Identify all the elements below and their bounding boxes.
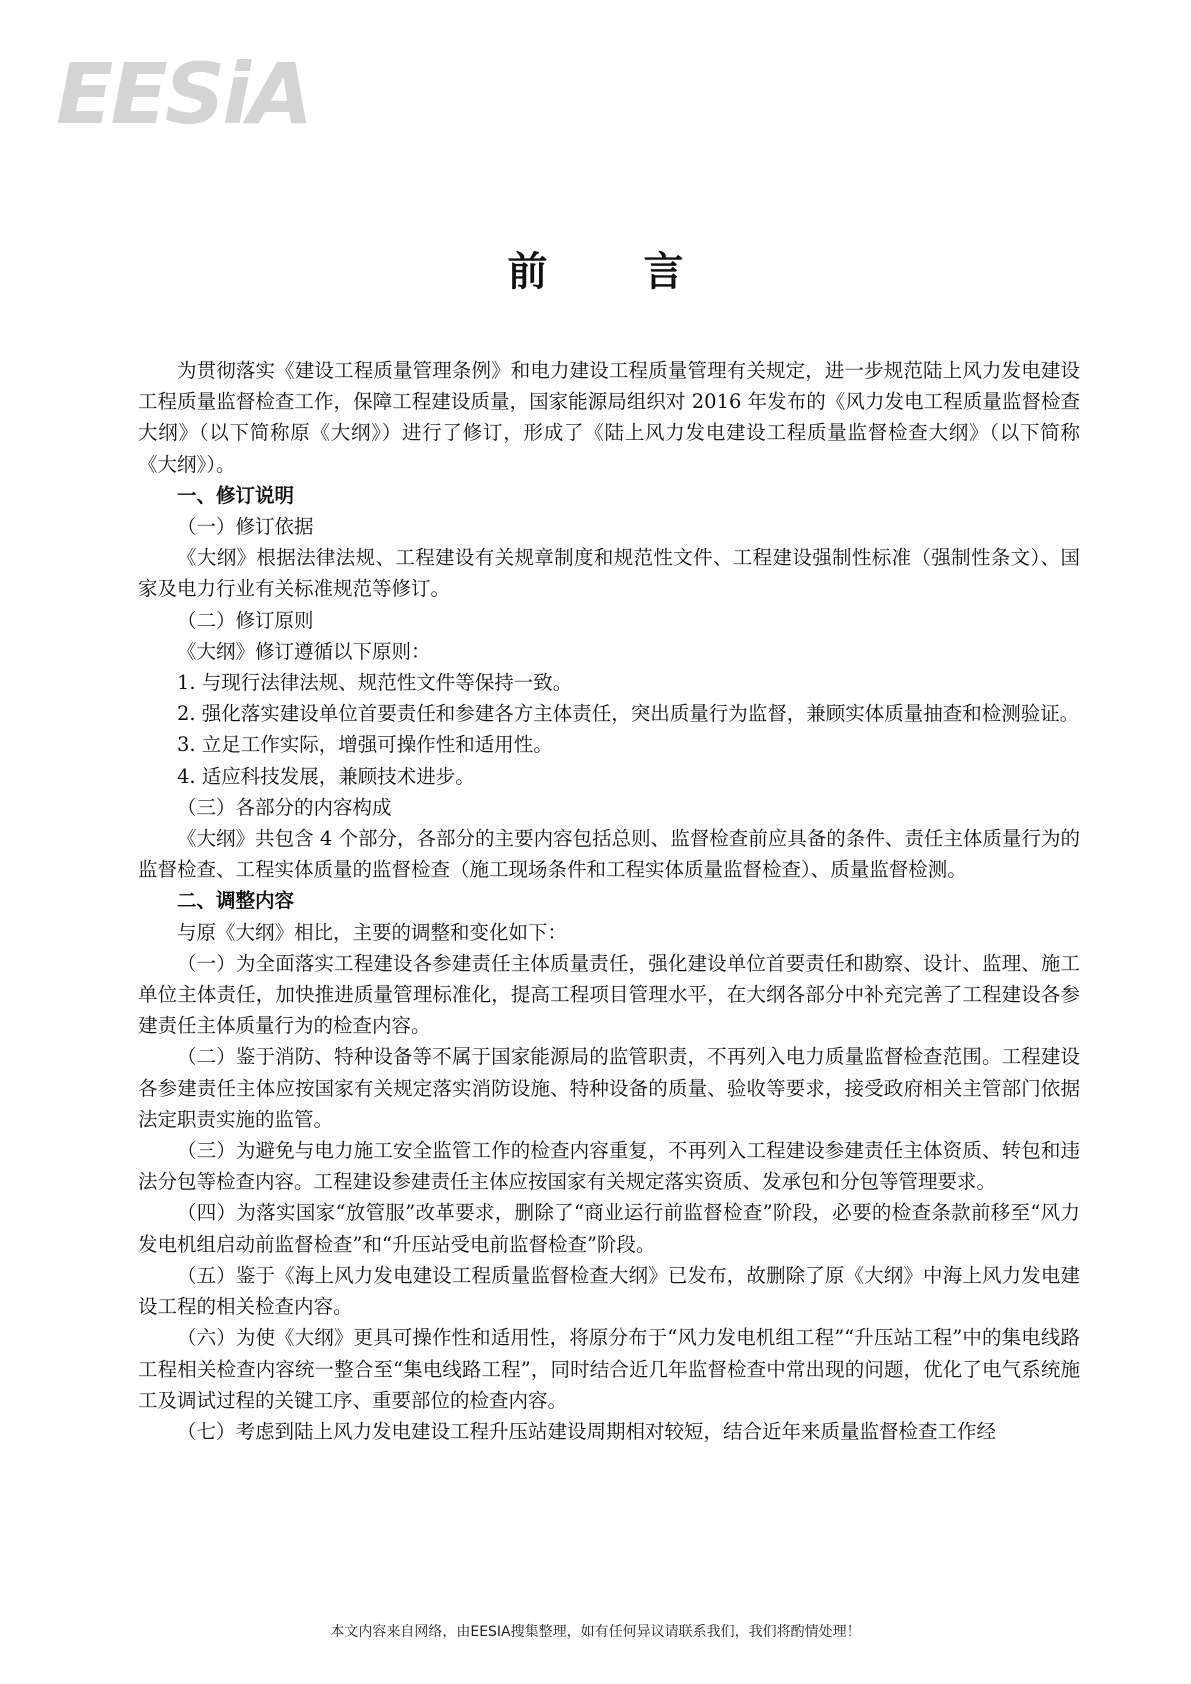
page-title: 前言 <box>507 248 780 295</box>
adjustment-item-7: （七）考虑到陆上风力发电建设工程升压站建设周期相对较短，结合近年来质量监督检查工作经 <box>177 1419 997 1443</box>
eesia-logo: EESiA <box>56 45 311 143</box>
adjustment-item-5: （五）鉴于《海上风力发电建设工程质量监督检查大纲》已发布，故删除了原《大纲》中海上风力发电建设工程的相关检查内容。 <box>138 1263 1080 1319</box>
subheading-content-structure: （三）各部分的内容构成 <box>177 795 392 819</box>
footer-disclaimer: 本文内容来自网络，由EESIA搜集整理，如有任何异议请联系我们，我们将酌情处理！ <box>330 1624 861 1640</box>
paragraph-adjustments-intro: 与原《大纲》相比，主要的调整和变化如下： <box>177 920 568 944</box>
paragraph-intro: 为贯彻落实《建设工程质量管理条例》和电力建设工程质量管理有关规定，进一步规范陆上风力发电建设工程质量监督检查工作，保障工程建设质量，国家能源局组织对 2016 年发布的《风力发电工程质量监督检查大纲》（以下简称原《大纲》）进行了修订，形成了《陆上风力发电建设工程质量监督检查大纲》（以下简称《大纲》）。 <box>138 359 1080 476</box>
document-body <box>138 355 1080 1447</box>
principle-item-2: 2. 强化落实建设单位首要责任和参建各方主体责任，突出质量行为监督，兼顾实体质量抽查和检测验证。 <box>177 702 1080 726</box>
adjustment-item-4: （四）为落实国家“放管服”改革要求，删除了“商业运行前监督检查”阶段，必要的检查条款前移至“风力发电机组启动前监督检查”和“升压站受电前监督检查”阶段。 <box>138 1201 1080 1256</box>
heading-revision-notes: 一、修订说明 <box>177 483 295 507</box>
heading-adjustments: 二、调整内容 <box>177 889 295 913</box>
principle-item-1: 1. 与现行法律法规、规范性文件等保持一致。 <box>177 671 573 695</box>
principle-item-4: 4. 适应科技发展，兼顾技术进步。 <box>177 764 475 788</box>
adjustment-item-2: （二）鉴于消防、特种设备等不属于国家能源局的监管职责，不再列入电力质量监督检查范围。工程建设各参建责任主体应按国家有关规定落实消防设施、特种设备的质量、验收等要求，接受政府相关主管部门依据法定职责实施的监管。 <box>138 1045 1080 1131</box>
adjustment-item-6: （六）为使《大纲》更具可操作性和适用性，将原分布于“风力发电机组工程”“升压站工程”中的集电线路工程相关检查内容统一整合至“集电线路工程”，同时结合近几年监督检查中常出现的问题，优化了电气系统施工及调试过程的关键工序、重要部位的检查内容。 <box>138 1326 1080 1412</box>
principle-item-3: 3. 立足工作实际，增强可操作性和适用性。 <box>177 733 553 757</box>
paragraph-principles-intro: 《大纲》修订遵循以下原则： <box>177 639 431 663</box>
subheading-revision-principles: （二）修订原则 <box>177 608 314 632</box>
paragraph-content-structure: 《大纲》共包含 4 个部分，各部分的主要内容包括总则、监督检查前应具备的条件、责任主体质量行为的监督检查、工程实体质量的监督检查（施工现场条件和工程实体质量监督检查）、质量监督检测。 <box>138 827 1080 882</box>
paragraph-revision-basis: 《大纲》根据法律法规、工程建设有关规章制度和规范性文件、工程建设强制性标准（强制性条文）、国家及电力行业有关标准规范等修订。 <box>138 546 1080 601</box>
adjustment-item-1: （一）为全面落实工程建设各参建责任主体质量责任，强化建设单位首要责任和勘察、设计、监理、施工单位主体责任，加快推进质量管理标准化，提高工程项目管理水平，在大纲各部分中补充完善了工程建设各参建责任主体质量行为的检查内容。 <box>138 951 1080 1038</box>
subheading-revision-basis: （一）修订依据 <box>177 515 314 539</box>
adjustment-item-3: （三）为避免与电力施工安全监管工作的检查内容重复，不再列入工程建设参建责任主体资质、转包和违法分包等检查内容。工程建设参建责任主体应按国家有关规定落实资质、发承包和分包等管理要求。 <box>138 1139 1080 1194</box>
